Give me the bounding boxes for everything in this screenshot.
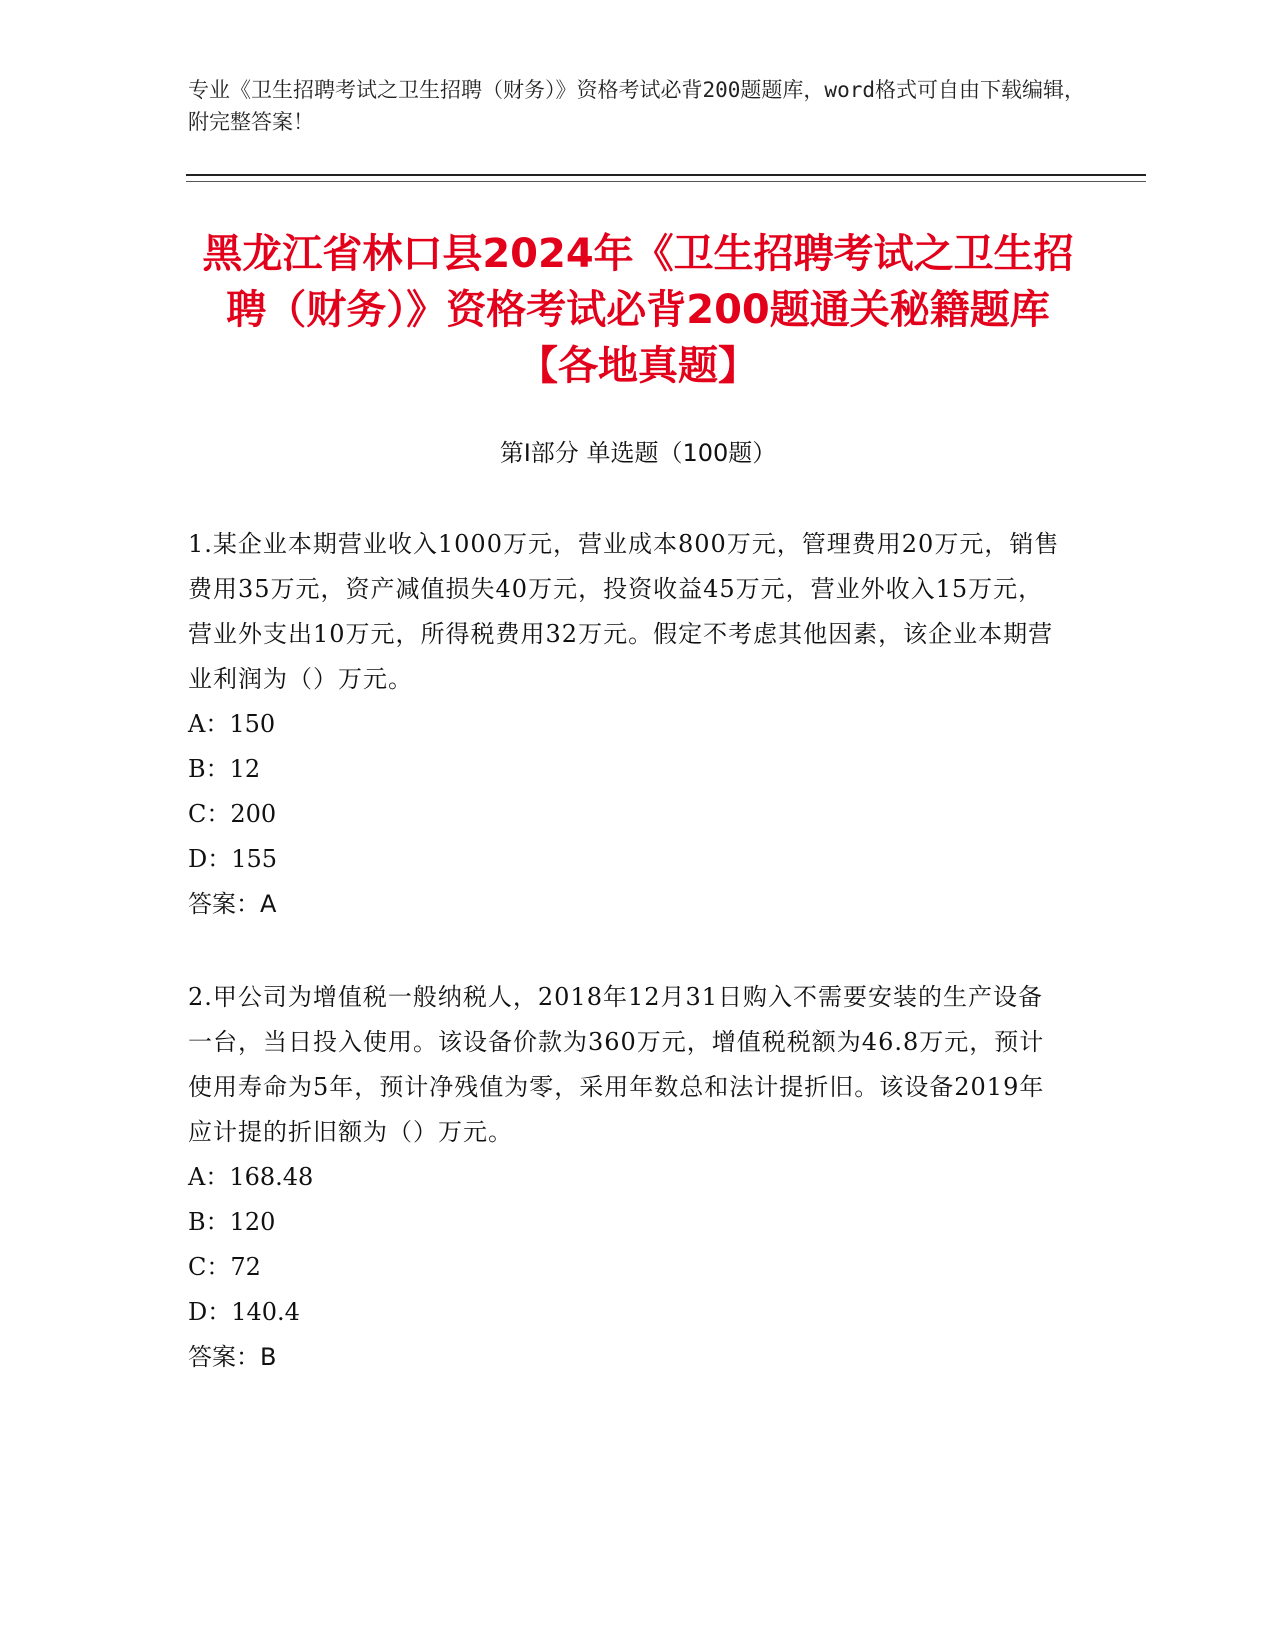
- question-text: 2.甲公司为增值税一般纳税人，2018年12月31日购入不需要安装的生产设备一台，当日投入使用。该设备价款为360万元，增值税税额为46.8万元，预计使用寿命为5年，预计净残值为零，采用年数总和法计提折旧。该设备2019年应计提的折旧额为（）万元。: [188, 983, 1045, 1146]
- header-divider-thin: [186, 181, 1146, 182]
- option-b: B：120: [188, 1208, 276, 1236]
- option-d: D：155: [188, 845, 278, 873]
- question-1: [188, 522, 1068, 927]
- option-b: B：12: [188, 755, 261, 783]
- question-text: 1.某企业本期营业收入1000万元，营业成本800万元，管理费用20万元，销售费用35万元，资产减值损失40万元，投资收益45万元，营业外收入15万元，营业外支出10万元，所得税费用32万元。假定不考虑其他因素，该企业本期营业利润为（）万元。: [188, 530, 1060, 693]
- option-c: C：200: [188, 800, 277, 828]
- option-a: A：168.48: [188, 1163, 314, 1191]
- option-a: A：150: [188, 710, 276, 738]
- option-d: D：140.4: [188, 1298, 300, 1326]
- option-c: C：72: [188, 1253, 261, 1281]
- document-title: 黑龙江省林口县2024年《卫生招聘考试之卫生招聘（财务）》资格考试必背200题通关秘籍题库【各地真题】: [202, 231, 1074, 389]
- answer: 答案：A: [188, 890, 277, 918]
- header-note: 专业《卫生招聘考试之卫生招聘（财务）》资格考试必背200题题库，word格式可自由下载编辑，附完整答案！: [188, 78, 1085, 134]
- question-2: [188, 975, 1068, 1380]
- header-divider-thick: [186, 174, 1146, 176]
- answer: 答案：B: [188, 1343, 277, 1371]
- section-heading: 第I部分 单选题（100题）: [499, 439, 777, 467]
